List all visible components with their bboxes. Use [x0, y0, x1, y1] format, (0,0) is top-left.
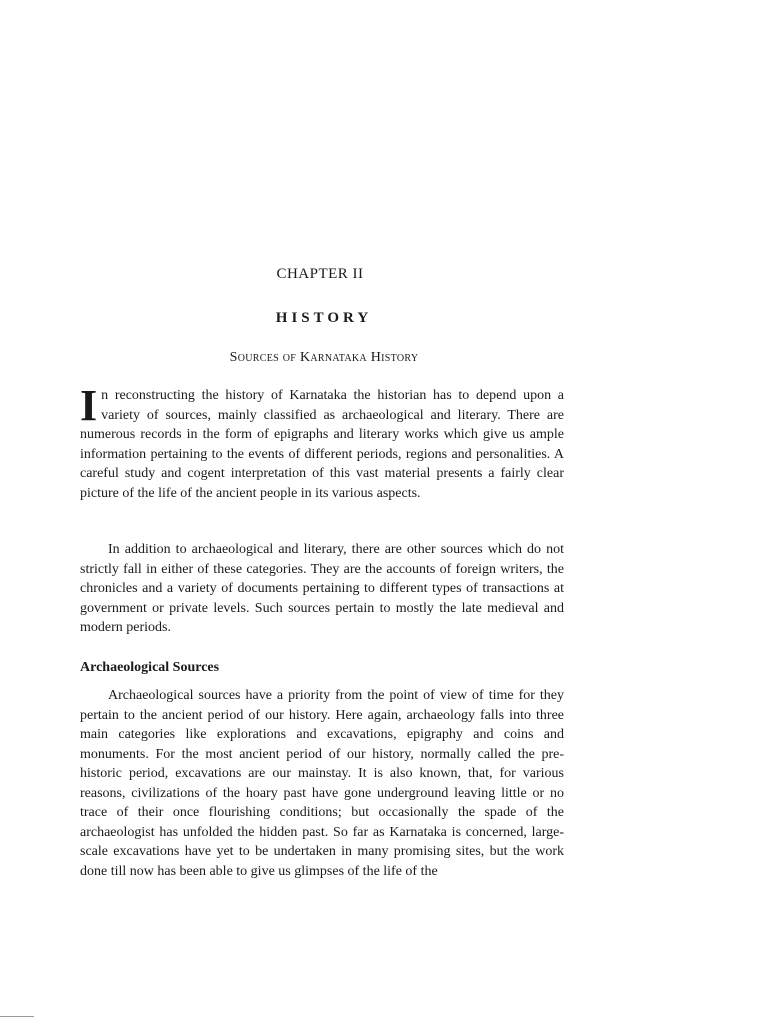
scan-edge-mark	[0, 1016, 34, 1017]
drop-cap: I	[80, 381, 98, 430]
paragraph-archaeological: Archaeological sources have a priority from the point of view of time for they pertain to the ancient period of our history. Here again, archaeology falls into three main categories like explorations and excavations, epigraphy and coins and monuments. For the most ancient period of our history, normally called the pre-historic period, excavations are our mainstay. It is also known, that, for various reasons, civilizations of the hoary past have gone underground leaving little or no trace of their once flourishing conditions; but occasionally the spade of the archaeologist has unfolded the hidden past. So far as Karnataka is concerned, large-scale excavations have yet to be undertaken in many promising sites, but the work done till now has been able to give us glimpses of the life of the	[80, 688, 564, 879]
section-subtitle: Sources of Karnataka History	[229, 350, 419, 365]
paragraph-intro	[80, 381, 564, 503]
paragraph-other-sources: In addition to archaeological and literary, there are other sources which do not strictly fall in either of these categories. They are the accounts of foreign writers, the chronicles and a variety of documents pertaining to different types of transactions at government or private levels. Such sources pertain to mostly the late medieval and modern periods.	[80, 542, 564, 635]
section-heading: Archaeological Sources	[80, 660, 220, 675]
chapter-number: CHAPTER II	[276, 266, 364, 282]
paragraph-intro-text: n reconstructing the history of Karnataka the historian has to depend upon a variety of sources, mainly classified as archaeological and literary. There are numerous records in the form of epigraphs and literary works which give us ample information pertaining to the events of different periods, regions and personalities. A careful study and cogent interpretation of this vast material presents a fairly clear picture of the life of the ancient people in its various aspects.	[80, 388, 564, 501]
chapter-title: HISTORY	[275, 310, 373, 326]
